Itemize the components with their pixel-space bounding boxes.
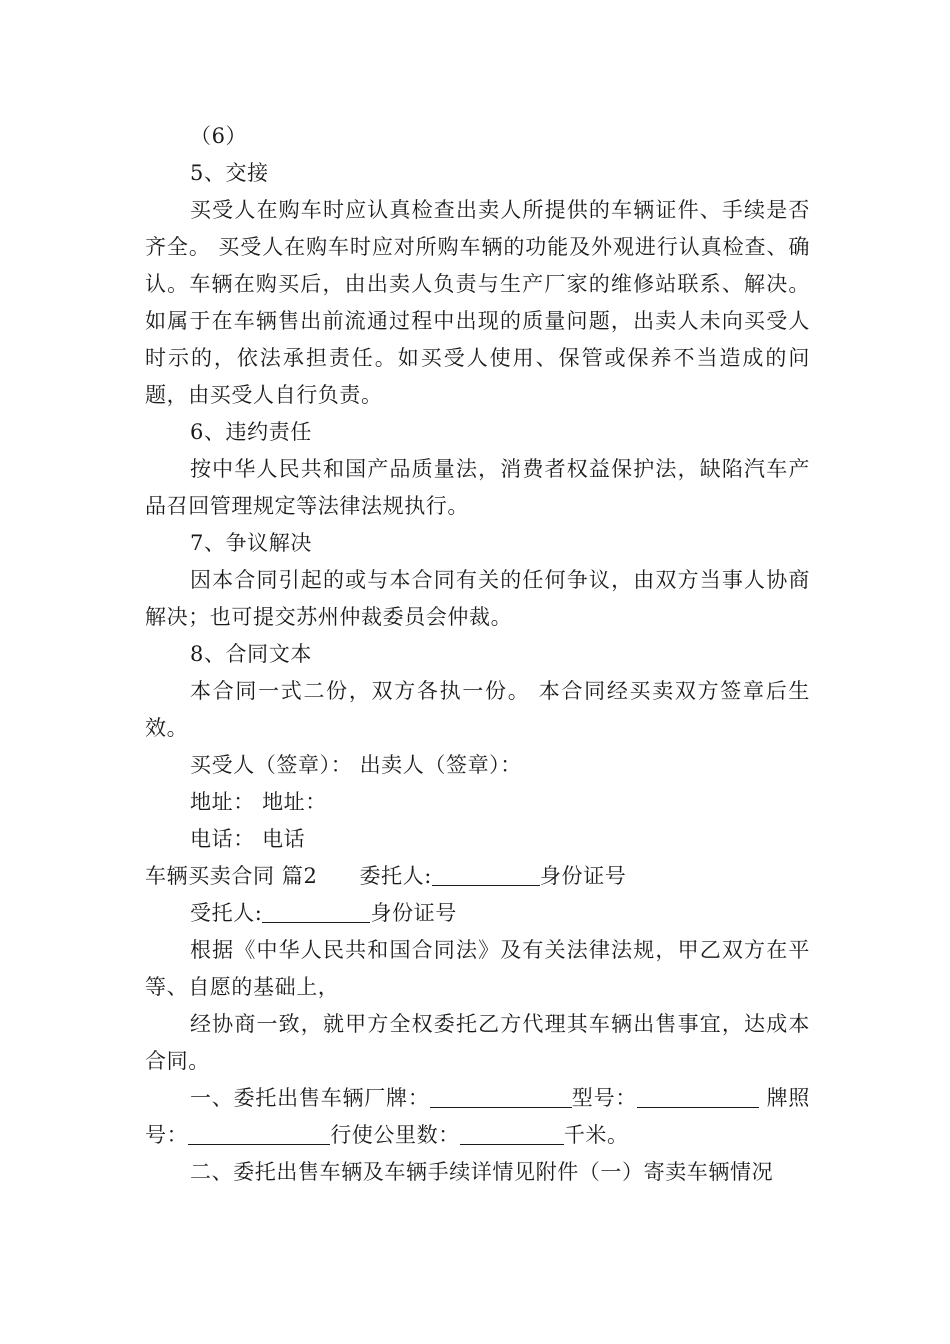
plate-blank bbox=[188, 1122, 330, 1145]
mileage-label: 行使公里数： bbox=[330, 1123, 460, 1147]
document-body bbox=[145, 118, 810, 1191]
section-heading-contract-text: 8、合同文本 bbox=[190, 642, 312, 666]
principal-id-label: 身份证号 bbox=[539, 864, 627, 888]
paragraph-basis: 根据《中华人民共和国合同法》及有关法律法规，甲乙双方在平等、自愿的基础上， bbox=[145, 938, 810, 999]
section-heading-dispute: 7、争议解决 bbox=[190, 531, 312, 555]
paragraph-handover: 买受人在购车时应认真检查出卖人所提供的车辆证件、手续是否齐全。 买受人在购车时应对所购车辆的功能及外观进行认真检查、确认。车辆在购买后，由出卖人负责与生产厂家的维修站联系、解决。 如属于在车辆售出前流通过程中出现的质量问题，出卖人未向买受人时示的，依法承担责任。如买受人使用、保管或保养不当造成的问题，由买受人自行负责。 bbox=[145, 198, 810, 407]
section-heading-handover: 5、交接 bbox=[190, 161, 269, 185]
principal-label: 委托人: bbox=[359, 864, 432, 888]
clause-2-attachment: 二、委托出售车辆及车辆手续详情见附件（一）寄卖车辆情况 bbox=[190, 1160, 774, 1184]
item-number: （6） bbox=[190, 124, 248, 148]
mileage-blank bbox=[460, 1122, 564, 1145]
agent-label: 受托人: bbox=[190, 901, 263, 925]
paragraph-agreement: 经协商一致，就甲方全权委托乙方代理其车辆出售事宜，达成本合同。 bbox=[145, 1012, 810, 1073]
paragraph-dispute: 因本合同引起的或与本合同有关的任何争议，由双方当事人协商解决；也可提交苏州仲裁委员会仲裁。 bbox=[145, 568, 810, 629]
agent-id-label: 身份证号 bbox=[370, 901, 457, 925]
clause-1-vehicle-info bbox=[145, 1080, 810, 1154]
contract-2-header bbox=[145, 858, 810, 895]
principal-blank bbox=[432, 863, 540, 886]
contract-2-title: 车辆买卖合同 篇2 bbox=[145, 864, 318, 888]
paragraph-contract-text: 本合同一式二份，双方各执一份。 本合同经买卖双方签章后生效。 bbox=[145, 679, 810, 740]
address-line: 地址： 地址： bbox=[190, 790, 327, 814]
brand-label: 一、委托出售车辆厂牌： bbox=[190, 1086, 430, 1110]
signature-line: 买受人（签章）： 出卖人（签章）： bbox=[190, 753, 522, 777]
section-heading-liability: 6、违约责任 bbox=[190, 420, 312, 444]
phone-line: 电话： 电话 bbox=[190, 827, 306, 851]
agent-line bbox=[145, 895, 810, 932]
plate-label: 牌照号： bbox=[145, 1086, 810, 1147]
brand-blank bbox=[430, 1085, 572, 1108]
model-blank bbox=[637, 1085, 759, 1108]
paragraph-liability: 按中华人民共和国产品质量法，消费者权益保护法，缺陷汽车产品召回管理规定等法律法规执行。 bbox=[145, 457, 810, 518]
model-label: 型号： bbox=[571, 1086, 638, 1110]
agent-blank bbox=[262, 900, 370, 923]
mileage-unit: 千米。 bbox=[563, 1123, 629, 1147]
